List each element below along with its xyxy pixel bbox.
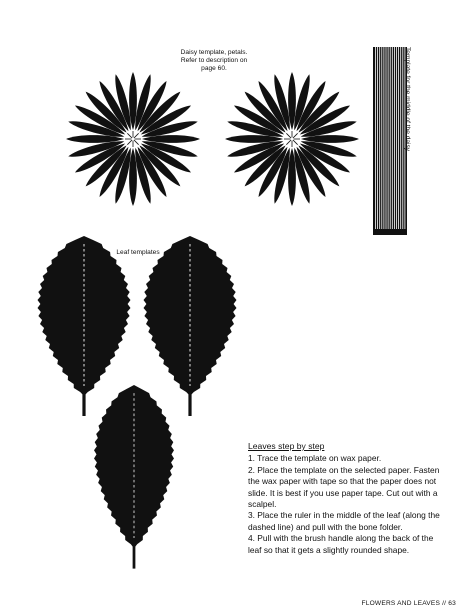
step-3: 3. Place the ruler in the middle of the leaf (along the dashed line) and pull with the bone folder. (248, 510, 440, 532)
daisy-petal-template-left (66, 72, 200, 206)
leaf-template-left (38, 236, 131, 416)
leaf-stem (188, 386, 191, 416)
footer-separator: // (442, 600, 447, 607)
leaf-template-right (144, 236, 237, 416)
daisy-caption-line-3: page 60. (201, 65, 227, 72)
leaves-step-by-step (248, 441, 444, 556)
daisy-petal-template-right (225, 72, 359, 206)
footer-section-title: FLOWERS AND LEAVES (361, 600, 441, 607)
step-4: 4. Pull with the brush handle along the back of the leaf so that it gets a slightly rounded shape. (248, 533, 434, 555)
leaf-templates-caption: Leaf templates (116, 249, 160, 256)
leaf-template-bottom (94, 385, 174, 569)
step-2: 2. Place the template on the selected paper. Fasten the wax paper with tape so that the paper does not slide. It is best if you use paper tape. Cut out with a scalpel. (248, 464, 440, 510)
page-footer (362, 600, 457, 607)
leaf-stem (133, 538, 136, 569)
step-1: 1. Trace the template on wax paper. (248, 453, 382, 464)
footer-page-number: 63 (448, 600, 456, 607)
daisy-caption-line-1: Daisy template, petals. (180, 49, 248, 56)
daisy-caption-line-2: Refer to description on (180, 57, 248, 64)
daisy-middle-label: Template for the middle of the daisy (404, 47, 411, 152)
steps-heading: Leaves step by step (248, 441, 325, 451)
leaf-stem (82, 386, 85, 416)
